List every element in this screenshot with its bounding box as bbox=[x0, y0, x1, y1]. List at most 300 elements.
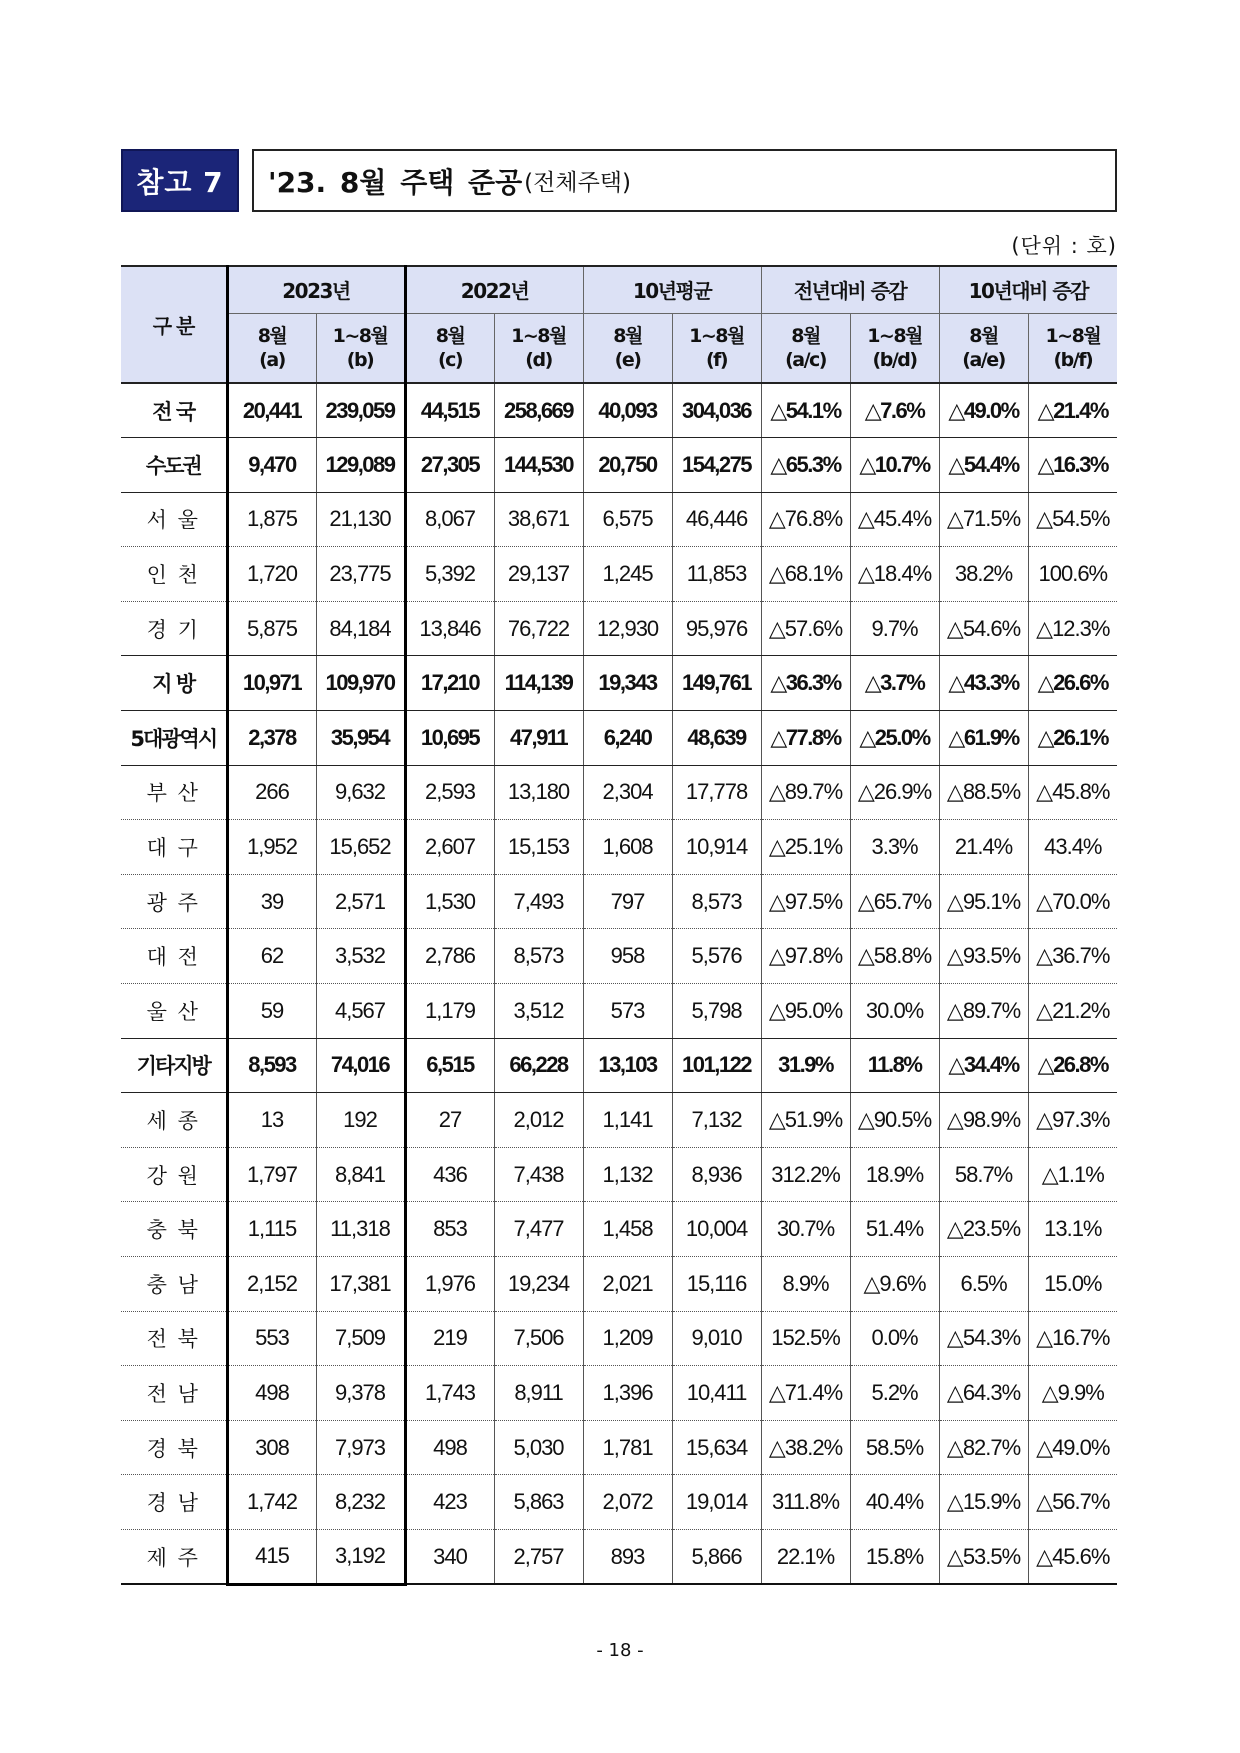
val-2023-aug: 2,152 bbox=[227, 1257, 316, 1312]
val-10yr-avg-aug: 958 bbox=[583, 929, 672, 984]
val-vs-10yr-change-jan-aug: △26.1% bbox=[1028, 711, 1117, 766]
table-row bbox=[121, 492, 1117, 547]
val-10yr-avg-aug: 6,575 bbox=[583, 492, 672, 547]
val-2023-aug: 39 bbox=[227, 874, 316, 929]
val-10yr-avg-jan-aug: 11,853 bbox=[672, 547, 761, 602]
val-vs-10yr-change-aug: △95.1% bbox=[939, 874, 1028, 929]
val-10yr-avg-aug: 2,021 bbox=[583, 1257, 672, 1312]
val-2023-aug: 1,720 bbox=[227, 547, 316, 602]
val-2023-jan-aug: 23,775 bbox=[316, 547, 405, 602]
table-row bbox=[121, 765, 1117, 820]
val-10yr-avg-jan-aug: 95,976 bbox=[672, 601, 761, 656]
row-label: 울 산 bbox=[121, 984, 227, 1039]
val-vs-10yr-change-jan-aug: △26.6% bbox=[1028, 656, 1117, 711]
table-row bbox=[121, 929, 1117, 984]
row-label: 인 천 bbox=[121, 547, 227, 602]
housing-completion-table bbox=[121, 265, 1117, 1586]
val-yoy-change-aug: 8.9% bbox=[761, 1257, 850, 1312]
val-2023-jan-aug: 9,632 bbox=[316, 765, 405, 820]
val-vs-10yr-change-jan-aug: △70.0% bbox=[1028, 874, 1117, 929]
val-yoy-change-jan-aug: △45.4% bbox=[850, 492, 939, 547]
val-yoy-change-aug: 312.2% bbox=[761, 1147, 850, 1202]
val-vs-10yr-change-aug: 38.2% bbox=[939, 547, 1028, 602]
val-yoy-change-aug: △97.5% bbox=[761, 874, 850, 929]
val-10yr-avg-aug: 1,209 bbox=[583, 1311, 672, 1366]
val-2023-aug: 415 bbox=[227, 1529, 316, 1584]
val-2022-aug: 13,846 bbox=[405, 601, 494, 656]
val-10yr-avg-jan-aug: 10,914 bbox=[672, 820, 761, 875]
header-sub-f bbox=[672, 313, 761, 383]
val-yoy-change-jan-aug: 0.0% bbox=[850, 1311, 939, 1366]
val-2022-jan-aug: 29,137 bbox=[494, 547, 583, 602]
val-vs-10yr-change-aug: △43.3% bbox=[939, 656, 1028, 711]
row-label: 기타지방 bbox=[121, 1038, 227, 1093]
val-2022-aug: 8,067 bbox=[405, 492, 494, 547]
header-code: (b) bbox=[346, 348, 374, 371]
table-row-subtotal bbox=[121, 438, 1117, 493]
val-vs-10yr-change-aug: △71.5% bbox=[939, 492, 1028, 547]
val-10yr-avg-aug: 40,093 bbox=[583, 383, 672, 438]
row-label: 강 원 bbox=[121, 1147, 227, 1202]
header-group-yoy-change: 전년대비 증감 bbox=[761, 266, 939, 313]
val-2022-jan-aug: 7,477 bbox=[494, 1202, 583, 1257]
val-10yr-avg-aug: 2,304 bbox=[583, 765, 672, 820]
header-code: (b/f) bbox=[1053, 348, 1093, 371]
val-2023-aug: 2,378 bbox=[227, 711, 316, 766]
val-10yr-avg-jan-aug: 8,573 bbox=[672, 874, 761, 929]
row-label: 수도권 bbox=[121, 438, 227, 493]
table-row bbox=[121, 601, 1117, 656]
table-row bbox=[121, 1147, 1117, 1202]
val-2022-aug: 498 bbox=[405, 1420, 494, 1475]
row-label: 광 주 bbox=[121, 874, 227, 929]
val-vs-10yr-change-aug: △54.4% bbox=[939, 438, 1028, 493]
val-yoy-change-jan-aug: △9.6% bbox=[850, 1257, 939, 1312]
val-vs-10yr-change-aug: △49.0% bbox=[939, 383, 1028, 438]
val-vs-10yr-change-aug: △53.5% bbox=[939, 1529, 1028, 1584]
val-2023-aug: 20,441 bbox=[227, 383, 316, 438]
val-yoy-change-jan-aug: △58.8% bbox=[850, 929, 939, 984]
val-yoy-change-jan-aug: △7.6% bbox=[850, 383, 939, 438]
val-2023-jan-aug: 239,059 bbox=[316, 383, 405, 438]
table-row bbox=[121, 1311, 1117, 1366]
header-code: (c) bbox=[437, 348, 463, 371]
val-2023-jan-aug: 7,973 bbox=[316, 1420, 405, 1475]
row-label: 지 방 bbox=[121, 656, 227, 711]
val-10yr-avg-jan-aug: 9,010 bbox=[672, 1311, 761, 1366]
header-period: 8월 bbox=[791, 324, 820, 347]
header-period: 8월 bbox=[969, 324, 998, 347]
val-vs-10yr-change-jan-aug: △1.1% bbox=[1028, 1147, 1117, 1202]
val-vs-10yr-change-aug: △54.3% bbox=[939, 1311, 1028, 1366]
val-2022-aug: 5,392 bbox=[405, 547, 494, 602]
val-2022-jan-aug: 19,234 bbox=[494, 1257, 583, 1312]
val-2023-jan-aug: 192 bbox=[316, 1093, 405, 1148]
table-row bbox=[121, 984, 1117, 1039]
val-yoy-change-jan-aug: 3.3% bbox=[850, 820, 939, 875]
table-row bbox=[121, 874, 1117, 929]
val-2023-aug: 1,742 bbox=[227, 1475, 316, 1530]
row-label: 전 국 bbox=[121, 383, 227, 438]
val-yoy-change-jan-aug: 5.2% bbox=[850, 1366, 939, 1421]
val-vs-10yr-change-jan-aug: △97.3% bbox=[1028, 1093, 1117, 1148]
val-yoy-change-jan-aug: 15.8% bbox=[850, 1529, 939, 1584]
val-10yr-avg-jan-aug: 154,275 bbox=[672, 438, 761, 493]
row-label: 충 남 bbox=[121, 1257, 227, 1312]
val-2023-aug: 553 bbox=[227, 1311, 316, 1366]
val-10yr-avg-aug: 12,930 bbox=[583, 601, 672, 656]
val-2023-jan-aug: 4,567 bbox=[316, 984, 405, 1039]
val-yoy-change-aug: 152.5% bbox=[761, 1311, 850, 1366]
val-yoy-change-aug: △36.3% bbox=[761, 656, 850, 711]
val-yoy-change-aug: △97.8% bbox=[761, 929, 850, 984]
header-code: (f) bbox=[705, 348, 728, 371]
val-2022-aug: 1,179 bbox=[405, 984, 494, 1039]
header-period: 1~8월 bbox=[1045, 324, 1101, 347]
header-sub-a bbox=[227, 313, 316, 383]
header-code: (b/d) bbox=[872, 348, 917, 371]
val-10yr-avg-jan-aug: 15,634 bbox=[672, 1420, 761, 1475]
val-2023-jan-aug: 17,381 bbox=[316, 1257, 405, 1312]
header-sub-c bbox=[405, 313, 494, 383]
val-2022-jan-aug: 8,911 bbox=[494, 1366, 583, 1421]
val-yoy-change-jan-aug: △10.7% bbox=[850, 438, 939, 493]
val-yoy-change-jan-aug: △90.5% bbox=[850, 1093, 939, 1148]
val-vs-10yr-change-aug: △34.4% bbox=[939, 1038, 1028, 1093]
val-2022-aug: 2,786 bbox=[405, 929, 494, 984]
val-vs-10yr-change-jan-aug: △56.7% bbox=[1028, 1475, 1117, 1530]
val-2022-jan-aug: 114,139 bbox=[494, 656, 583, 711]
val-2022-jan-aug: 47,911 bbox=[494, 711, 583, 766]
val-vs-10yr-change-jan-aug: △36.7% bbox=[1028, 929, 1117, 984]
val-vs-10yr-change-jan-aug: △26.8% bbox=[1028, 1038, 1117, 1093]
val-2023-aug: 1,115 bbox=[227, 1202, 316, 1257]
val-vs-10yr-change-jan-aug: 13.1% bbox=[1028, 1202, 1117, 1257]
title-box bbox=[252, 149, 1117, 212]
val-yoy-change-jan-aug: 58.5% bbox=[850, 1420, 939, 1475]
val-yoy-change-jan-aug: 40.4% bbox=[850, 1475, 939, 1530]
val-vs-10yr-change-jan-aug: 15.0% bbox=[1028, 1257, 1117, 1312]
reference-badge: 참고 7 bbox=[121, 149, 239, 212]
header-period: 1~8월 bbox=[689, 324, 744, 347]
val-vs-10yr-change-aug: 21.4% bbox=[939, 820, 1028, 875]
val-vs-10yr-change-aug: △23.5% bbox=[939, 1202, 1028, 1257]
val-2022-aug: 27,305 bbox=[405, 438, 494, 493]
val-2022-aug: 2,607 bbox=[405, 820, 494, 875]
table-row bbox=[121, 547, 1117, 602]
row-label: 경 남 bbox=[121, 1475, 227, 1530]
header-period: 8월 bbox=[613, 324, 642, 347]
header-code: (a/c) bbox=[785, 348, 826, 371]
val-10yr-avg-aug: 1,396 bbox=[583, 1366, 672, 1421]
val-10yr-avg-aug: 6,240 bbox=[583, 711, 672, 766]
val-vs-10yr-change-jan-aug: △16.3% bbox=[1028, 438, 1117, 493]
val-10yr-avg-aug: 797 bbox=[583, 874, 672, 929]
val-2023-jan-aug: 84,184 bbox=[316, 601, 405, 656]
val-2023-jan-aug: 21,130 bbox=[316, 492, 405, 547]
val-vs-10yr-change-jan-aug: △54.5% bbox=[1028, 492, 1117, 547]
header-group-2023: 2023년 bbox=[227, 266, 405, 313]
row-label: 부 산 bbox=[121, 765, 227, 820]
val-2022-jan-aug: 2,012 bbox=[494, 1093, 583, 1148]
val-vs-10yr-change-jan-aug: △12.3% bbox=[1028, 601, 1117, 656]
val-vs-10yr-change-jan-aug: △21.4% bbox=[1028, 383, 1117, 438]
val-2022-aug: 27 bbox=[405, 1093, 494, 1148]
val-10yr-avg-aug: 1,781 bbox=[583, 1420, 672, 1475]
val-2023-jan-aug: 15,652 bbox=[316, 820, 405, 875]
header-period: 1~8월 bbox=[332, 324, 388, 347]
row-label: 경 북 bbox=[121, 1420, 227, 1475]
table-row bbox=[121, 1366, 1117, 1421]
val-2023-jan-aug: 3,192 bbox=[316, 1529, 405, 1584]
val-2023-aug: 8,593 bbox=[227, 1038, 316, 1093]
val-2022-jan-aug: 66,228 bbox=[494, 1038, 583, 1093]
val-2023-aug: 5,875 bbox=[227, 601, 316, 656]
val-2023-jan-aug: 109,970 bbox=[316, 656, 405, 711]
val-vs-10yr-change-jan-aug: △9.9% bbox=[1028, 1366, 1117, 1421]
table-body bbox=[121, 383, 1117, 1584]
val-yoy-change-aug: 22.1% bbox=[761, 1529, 850, 1584]
val-yoy-change-jan-aug: 51.4% bbox=[850, 1202, 939, 1257]
val-2023-aug: 498 bbox=[227, 1366, 316, 1421]
val-10yr-avg-jan-aug: 8,936 bbox=[672, 1147, 761, 1202]
page-number: - 18 - bbox=[596, 1640, 644, 1661]
val-vs-10yr-change-aug: △64.3% bbox=[939, 1366, 1028, 1421]
val-yoy-change-jan-aug: 30.0% bbox=[850, 984, 939, 1039]
val-2022-jan-aug: 76,722 bbox=[494, 601, 583, 656]
val-yoy-change-aug: △65.3% bbox=[761, 438, 850, 493]
val-2023-jan-aug: 2,571 bbox=[316, 874, 405, 929]
row-label: 서 울 bbox=[121, 492, 227, 547]
val-yoy-change-aug: △95.0% bbox=[761, 984, 850, 1039]
val-vs-10yr-change-aug: 6.5% bbox=[939, 1257, 1028, 1312]
val-vs-10yr-change-jan-aug: △21.2% bbox=[1028, 984, 1117, 1039]
val-yoy-change-aug: △77.8% bbox=[761, 711, 850, 766]
table-header bbox=[121, 266, 1117, 383]
val-2023-jan-aug: 8,841 bbox=[316, 1147, 405, 1202]
row-label: 전 북 bbox=[121, 1311, 227, 1366]
val-2023-jan-aug: 3,532 bbox=[316, 929, 405, 984]
val-2023-aug: 266 bbox=[227, 765, 316, 820]
val-2022-jan-aug: 5,030 bbox=[494, 1420, 583, 1475]
table-row-subtotal bbox=[121, 383, 1117, 438]
row-label: 세 종 bbox=[121, 1093, 227, 1148]
val-10yr-avg-aug: 13,103 bbox=[583, 1038, 672, 1093]
val-2022-jan-aug: 3,512 bbox=[494, 984, 583, 1039]
val-2022-jan-aug: 8,573 bbox=[494, 929, 583, 984]
val-vs-10yr-change-aug: △98.9% bbox=[939, 1093, 1028, 1148]
val-vs-10yr-change-jan-aug: 100.6% bbox=[1028, 547, 1117, 602]
val-2022-aug: 219 bbox=[405, 1311, 494, 1366]
table-row-subtotal bbox=[121, 656, 1117, 711]
table-row bbox=[121, 820, 1117, 875]
val-vs-10yr-change-aug: △88.5% bbox=[939, 765, 1028, 820]
header-code: (a/e) bbox=[962, 348, 1005, 371]
val-10yr-avg-jan-aug: 10,004 bbox=[672, 1202, 761, 1257]
val-yoy-change-jan-aug: △18.4% bbox=[850, 547, 939, 602]
val-10yr-avg-jan-aug: 17,778 bbox=[672, 765, 761, 820]
val-2023-aug: 1,797 bbox=[227, 1147, 316, 1202]
val-2023-aug: 9,470 bbox=[227, 438, 316, 493]
val-vs-10yr-change-jan-aug: △49.0% bbox=[1028, 1420, 1117, 1475]
header-row-groups bbox=[121, 266, 1117, 313]
val-10yr-avg-aug: 1,132 bbox=[583, 1147, 672, 1202]
val-2023-jan-aug: 129,089 bbox=[316, 438, 405, 493]
val-2023-aug: 1,952 bbox=[227, 820, 316, 875]
val-yoy-change-jan-aug: 9.7% bbox=[850, 601, 939, 656]
val-yoy-change-aug: △76.8% bbox=[761, 492, 850, 547]
val-2022-jan-aug: 7,438 bbox=[494, 1147, 583, 1202]
val-2022-jan-aug: 7,493 bbox=[494, 874, 583, 929]
val-yoy-change-jan-aug: △25.0% bbox=[850, 711, 939, 766]
table-row-subtotal bbox=[121, 1038, 1117, 1093]
header-period: 8월 bbox=[435, 324, 465, 347]
val-10yr-avg-jan-aug: 48,639 bbox=[672, 711, 761, 766]
val-2022-jan-aug: 38,671 bbox=[494, 492, 583, 547]
page-title: '23. 8월 주택 준공 bbox=[268, 165, 523, 199]
val-2022-jan-aug: 13,180 bbox=[494, 765, 583, 820]
val-2023-jan-aug: 7,509 bbox=[316, 1311, 405, 1366]
val-2023-aug: 1,875 bbox=[227, 492, 316, 547]
val-2022-aug: 17,210 bbox=[405, 656, 494, 711]
row-label: 대 전 bbox=[121, 929, 227, 984]
val-yoy-change-aug: △51.9% bbox=[761, 1093, 850, 1148]
val-yoy-change-jan-aug: △65.7% bbox=[850, 874, 939, 929]
val-2022-aug: 6,515 bbox=[405, 1038, 494, 1093]
val-10yr-avg-aug: 19,343 bbox=[583, 656, 672, 711]
val-2023-aug: 10,971 bbox=[227, 656, 316, 711]
val-10yr-avg-aug: 893 bbox=[583, 1529, 672, 1584]
header-code: (a) bbox=[259, 348, 285, 371]
header-period: 8월 bbox=[257, 324, 287, 347]
val-2022-aug: 2,593 bbox=[405, 765, 494, 820]
val-2022-aug: 1,743 bbox=[405, 1366, 494, 1421]
val-10yr-avg-jan-aug: 7,132 bbox=[672, 1093, 761, 1148]
val-10yr-avg-jan-aug: 5,866 bbox=[672, 1529, 761, 1584]
header-row-periods bbox=[121, 313, 1117, 383]
page-subtitle: (전체주택) bbox=[524, 170, 631, 196]
val-10yr-avg-jan-aug: 10,411 bbox=[672, 1366, 761, 1421]
val-yoy-change-aug: △54.1% bbox=[761, 383, 850, 438]
val-2022-jan-aug: 258,669 bbox=[494, 383, 583, 438]
val-10yr-avg-aug: 20,750 bbox=[583, 438, 672, 493]
val-2023-jan-aug: 8,232 bbox=[316, 1475, 405, 1530]
val-2023-aug: 59 bbox=[227, 984, 316, 1039]
val-2022-aug: 1,976 bbox=[405, 1257, 494, 1312]
val-10yr-avg-jan-aug: 5,798 bbox=[672, 984, 761, 1039]
val-2022-aug: 853 bbox=[405, 1202, 494, 1257]
val-2023-aug: 13 bbox=[227, 1093, 316, 1148]
header-group-10yr-avg: 10년평균 bbox=[583, 266, 761, 313]
val-yoy-change-jan-aug: △3.7% bbox=[850, 656, 939, 711]
header-sub-a-c bbox=[761, 313, 850, 383]
val-vs-10yr-change-aug: 58.7% bbox=[939, 1147, 1028, 1202]
val-yoy-change-aug: △38.2% bbox=[761, 1420, 850, 1475]
val-10yr-avg-aug: 1,458 bbox=[583, 1202, 672, 1257]
table-row-subtotal bbox=[121, 711, 1117, 766]
val-10yr-avg-aug: 1,141 bbox=[583, 1093, 672, 1148]
val-2022-jan-aug: 5,863 bbox=[494, 1475, 583, 1530]
header-code: (e) bbox=[614, 348, 641, 371]
table-row bbox=[121, 1475, 1117, 1530]
val-2022-aug: 44,515 bbox=[405, 383, 494, 438]
val-yoy-change-aug: △25.1% bbox=[761, 820, 850, 875]
row-label: 경 기 bbox=[121, 601, 227, 656]
val-yoy-change-jan-aug: 11.8% bbox=[850, 1038, 939, 1093]
unit-note: (단위 : 호) bbox=[1011, 234, 1117, 258]
val-yoy-change-aug: △89.7% bbox=[761, 765, 850, 820]
val-yoy-change-aug: 311.8% bbox=[761, 1475, 850, 1530]
header-code: (d) bbox=[525, 348, 552, 371]
header-period: 1~8월 bbox=[511, 324, 566, 347]
table-row bbox=[121, 1257, 1117, 1312]
val-10yr-avg-jan-aug: 149,761 bbox=[672, 656, 761, 711]
val-2022-aug: 10,695 bbox=[405, 711, 494, 766]
val-vs-10yr-change-jan-aug: △45.6% bbox=[1028, 1529, 1117, 1584]
val-2022-jan-aug: 2,757 bbox=[494, 1529, 583, 1584]
row-label: 제 주 bbox=[121, 1529, 227, 1584]
val-vs-10yr-change-jan-aug: 43.4% bbox=[1028, 820, 1117, 875]
val-vs-10yr-change-aug: △15.9% bbox=[939, 1475, 1028, 1530]
val-2022-aug: 340 bbox=[405, 1529, 494, 1584]
val-2023-aug: 62 bbox=[227, 929, 316, 984]
val-yoy-change-aug: △57.6% bbox=[761, 601, 850, 656]
val-10yr-avg-aug: 573 bbox=[583, 984, 672, 1039]
val-yoy-change-aug: 30.7% bbox=[761, 1202, 850, 1257]
val-10yr-avg-aug: 1,245 bbox=[583, 547, 672, 602]
val-10yr-avg-jan-aug: 46,446 bbox=[672, 492, 761, 547]
table-row bbox=[121, 1202, 1117, 1257]
header-category: 구 분 bbox=[121, 266, 227, 383]
val-vs-10yr-change-jan-aug: △45.8% bbox=[1028, 765, 1117, 820]
val-vs-10yr-change-aug: △93.5% bbox=[939, 929, 1028, 984]
val-vs-10yr-change-jan-aug: △16.7% bbox=[1028, 1311, 1117, 1366]
row-label: 대 구 bbox=[121, 820, 227, 875]
val-10yr-avg-jan-aug: 304,036 bbox=[672, 383, 761, 438]
table-row bbox=[121, 1529, 1117, 1584]
header-sub-b-d bbox=[850, 313, 939, 383]
table-row bbox=[121, 1420, 1117, 1475]
header-sub-b-f bbox=[1028, 313, 1117, 383]
val-yoy-change-jan-aug: △26.9% bbox=[850, 765, 939, 820]
val-2022-aug: 423 bbox=[405, 1475, 494, 1530]
val-yoy-change-aug: △68.1% bbox=[761, 547, 850, 602]
val-2023-jan-aug: 35,954 bbox=[316, 711, 405, 766]
val-10yr-avg-aug: 2,072 bbox=[583, 1475, 672, 1530]
val-2022-aug: 436 bbox=[405, 1147, 494, 1202]
val-vs-10yr-change-aug: △54.6% bbox=[939, 601, 1028, 656]
header-sub-d bbox=[494, 313, 583, 383]
val-2023-aug: 308 bbox=[227, 1420, 316, 1475]
val-10yr-avg-aug: 1,608 bbox=[583, 820, 672, 875]
val-vs-10yr-change-aug: △89.7% bbox=[939, 984, 1028, 1039]
row-label: 전 남 bbox=[121, 1366, 227, 1421]
val-2023-jan-aug: 74,016 bbox=[316, 1038, 405, 1093]
header-sub-e bbox=[583, 313, 672, 383]
header-group-vs-10yr-change: 10년대비 증감 bbox=[939, 266, 1117, 313]
table-row bbox=[121, 1093, 1117, 1148]
header-sub-a-e bbox=[939, 313, 1028, 383]
val-yoy-change-aug: △71.4% bbox=[761, 1366, 850, 1421]
val-2022-jan-aug: 144,530 bbox=[494, 438, 583, 493]
val-2022-aug: 1,530 bbox=[405, 874, 494, 929]
header-sub-b bbox=[316, 313, 405, 383]
val-vs-10yr-change-aug: △82.7% bbox=[939, 1420, 1028, 1475]
val-yoy-change-aug: 31.9% bbox=[761, 1038, 850, 1093]
val-2022-jan-aug: 7,506 bbox=[494, 1311, 583, 1366]
val-yoy-change-jan-aug: 18.9% bbox=[850, 1147, 939, 1202]
header-group-2022: 2022년 bbox=[405, 266, 583, 313]
